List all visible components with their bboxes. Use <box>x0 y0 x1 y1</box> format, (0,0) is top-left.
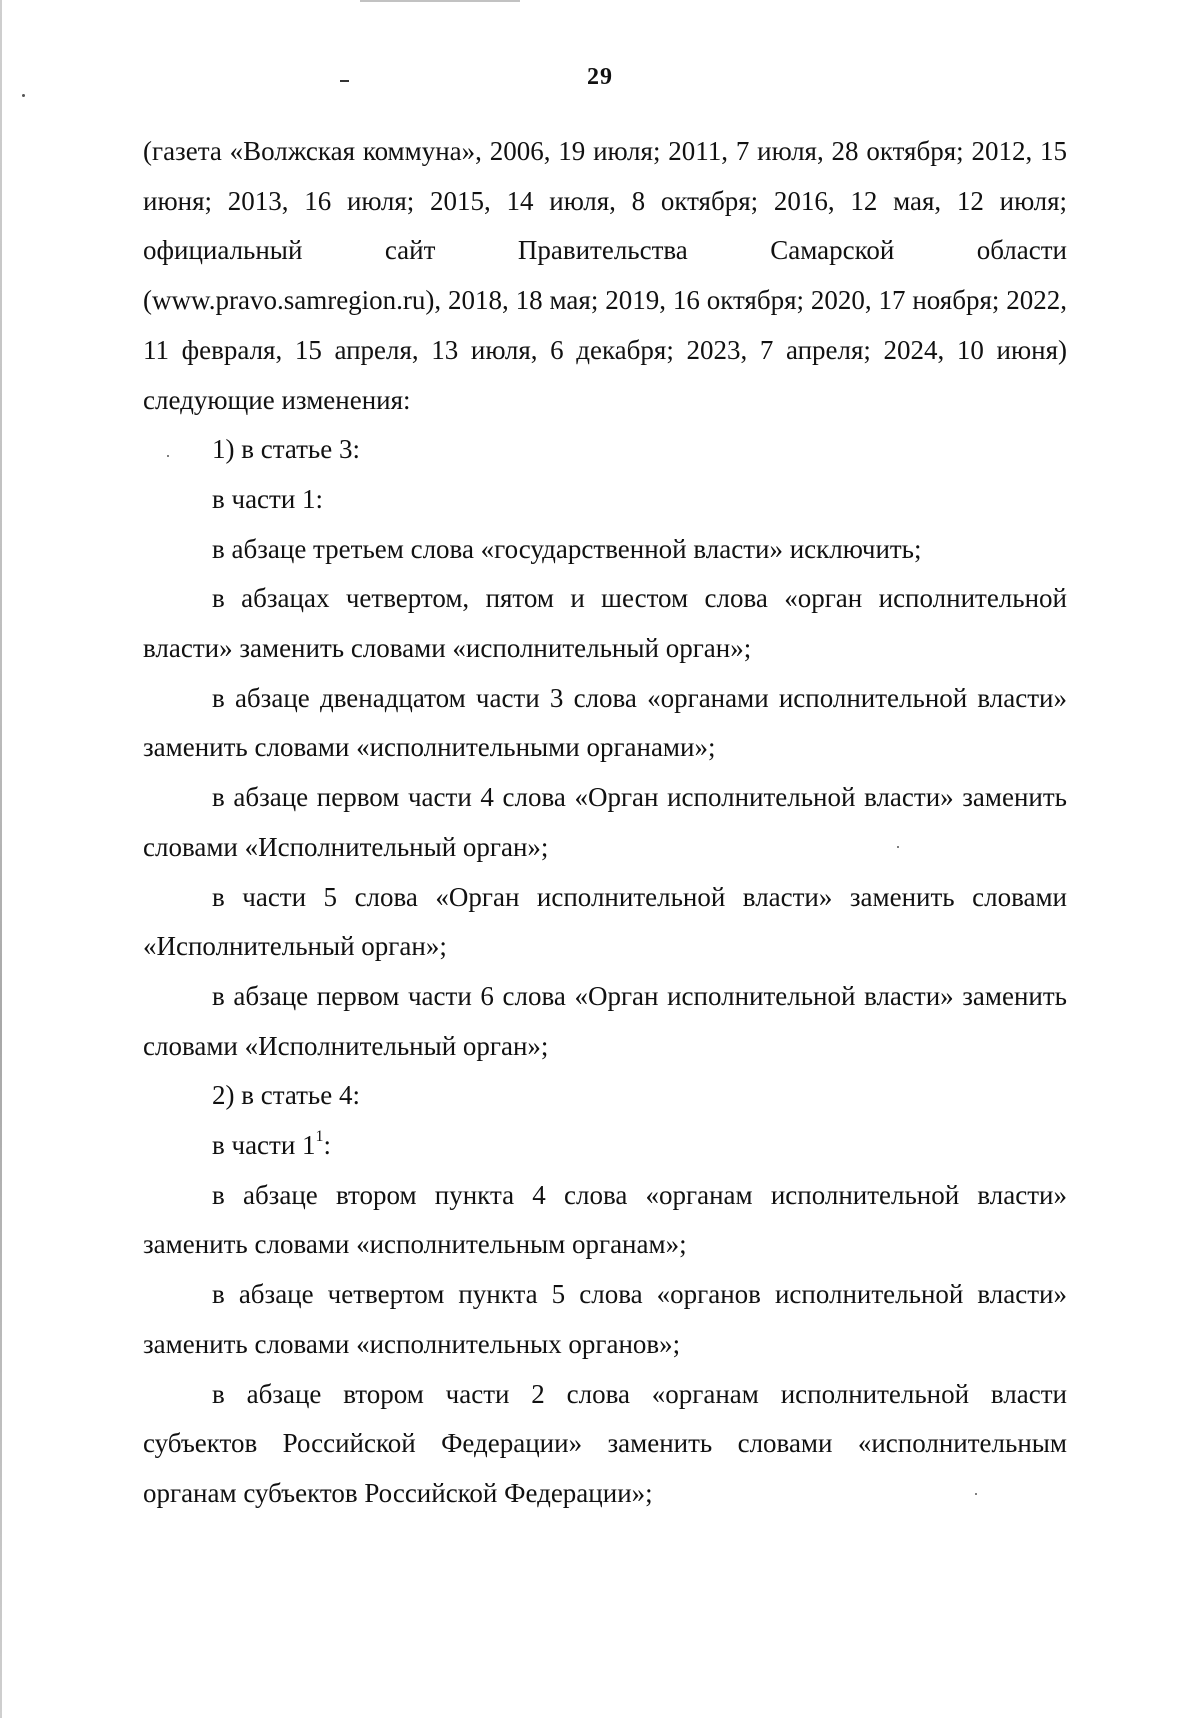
paragraph-amendment: в абзаце втором пункта 4 слова «органам исполнительной власти» заменить словами «исполнительным органам»; <box>143 1179 1067 1260</box>
paragraph-amendment: в абзаце первом части 6 слова «Орган исполнительной власти» заменить словами «Исполнительный орган»; <box>143 980 1067 1061</box>
paragraph-part-1: в части 1: <box>212 483 324 514</box>
paragraph-item-1: 1) в статье 3: <box>212 434 360 465</box>
paragraph-amendment: в абзаце третьем слова «государственной власти» исключить; <box>212 533 922 564</box>
paragraph-part-1-1 <box>143 1121 1067 1171</box>
paragraph-intro: (газета «Волжская коммуна», 2006, 19 июля; 2011, 7 июля, 28 октября; 2012, 15 июня; 2013, 16 июля; 2015, 14 июля, 8 октября; 2016, 12 мая, 12 июля; официальный сайт Правительства Самарской области (www.pravo.samregion.ru), 2018, 18 мая; 2019, 16 октября; 2020, 17 ноября; 2022, 11 февраля, 15 апреля, 13 июля, 6 декабря; 2023, 7 апреля; 2024, 10 июня) следующие изменения: <box>143 136 1067 415</box>
document-body <box>143 127 1067 1519</box>
scan-streak-artifact <box>360 0 520 2</box>
paragraph-item-2: 2) в статье 4: <box>212 1080 360 1111</box>
paragraph-amendment: в абзаце четвертом пункта 5 слова «органов исполнительной власти» заменить словами «исполнительных органов»; <box>143 1279 1067 1359</box>
part-superscript: 1 <box>315 1128 324 1146</box>
page-number: 29 <box>587 64 613 90</box>
part-label: в части 1 <box>212 1130 316 1161</box>
paragraph-amendment: в абзаце двенадцатом части 3 слова «органами исполнительной власти» заменить словами «исполнительными органами»; <box>143 682 1067 763</box>
scan-speck <box>22 94 25 97</box>
paragraph-amendment: в абзаце первом части 4 слова «Орган исполнительной власти» заменить словами «Исполнительный орган»; <box>143 782 1067 862</box>
paragraph-amendment: в абзацах четвертом, пятом и шестом слова «орган исполнительной власти» заменить словами «исполнительный орган»; <box>143 583 1067 664</box>
part-suffix: : <box>323 1130 332 1161</box>
paragraph-amendment: в абзаце втором части 2 слова «органам исполнительной власти субъектов Российской Федерации» заменить словами «исполнительным органам субъектов Российской Федерации»; <box>143 1378 1067 1508</box>
paragraph-amendment: в части 5 слова «Орган исполнительной власти» заменить словами «Исполнительный орган»; <box>143 881 1067 962</box>
scan-edge-artifact <box>0 0 2 1718</box>
